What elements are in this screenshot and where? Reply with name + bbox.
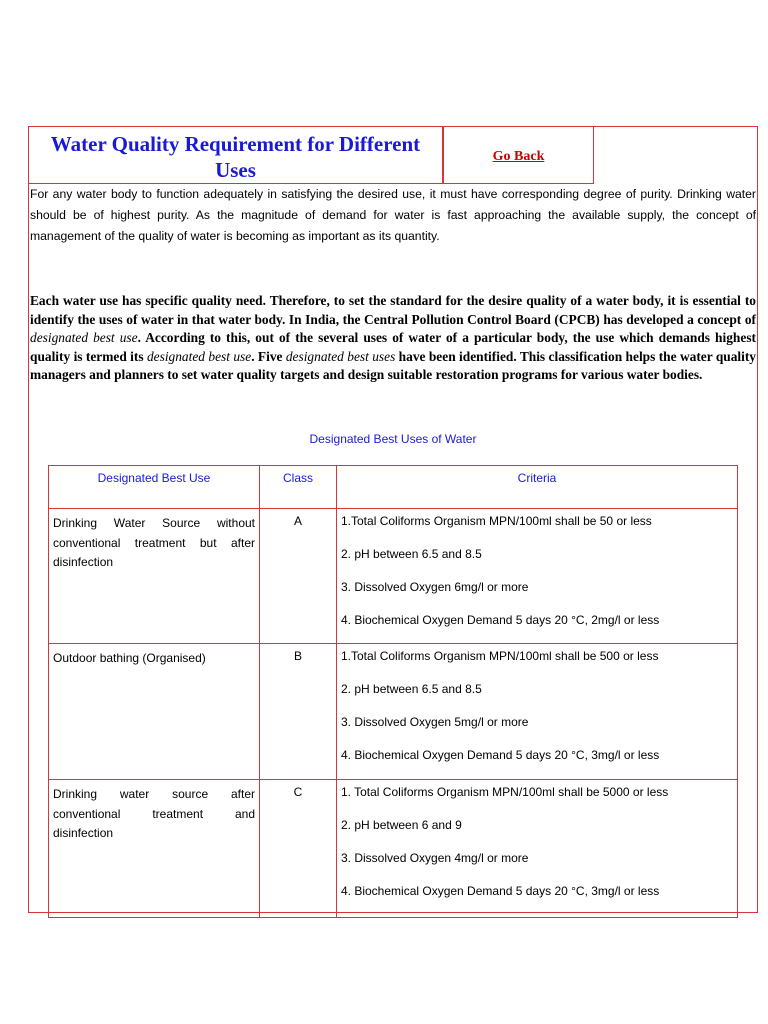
criteria-item: 1.Total Coliforms Organism MPN/100ml shall be 500 or less (341, 649, 659, 663)
cpcb-paragraph-text-4: have been identified. This classification helps the water quality managers and planners to set water quality targets and design suitable restoration programs for various water bodies. (30, 348, 756, 383)
go-back-link[interactable]: Go Back (492, 149, 545, 164)
table-row (49, 509, 738, 644)
table-row (49, 644, 738, 780)
cpcb-paragraph-text-3: . Five (251, 348, 286, 364)
cpcb-paragraph-text-2: . According to this, out of the several uses of water of a particular body, the use which demands highest quality is termed its (30, 330, 756, 364)
class-cell: C (260, 780, 337, 918)
criteria-item: 4. Biochemical Oxygen Demand 5 days 20 °C, 3mg/l or less (341, 748, 660, 762)
criteria-item: 4. Biochemical Oxygen Demand 5 days 20 °C, 2mg/l or less (341, 613, 660, 627)
cpcb-paragraph-emphasis-2: designated best use (146, 348, 252, 364)
class-cell: B (260, 644, 337, 780)
criteria-item: 3. Dissolved Oxygen 6mg/l or more (341, 580, 529, 594)
cpcb-paragraph-text-1: Each water use has specific quality need. Therefore, to set the standard for the desire quality of a water body, it is essential to identify the uses of water in that water body. In India, the Central Pollution Control Board (CPCB) has developed a concept of (30, 293, 756, 327)
table-header-row (49, 466, 738, 509)
table-title: Designated Best Uses of Water (309, 432, 477, 446)
cpcb-paragraph (30, 292, 756, 385)
criteria-cell (337, 780, 738, 918)
page-title: Water Quality Requirement for Different Uses (50, 132, 421, 182)
cpcb-paragraph-emphasis-3: designated best uses (285, 348, 396, 364)
use-cell: Drinking water source after conventional treatment and disinfection (49, 780, 260, 918)
class-cell: A (260, 509, 337, 644)
criteria-item: 3. Dissolved Oxygen 5mg/l or more (341, 715, 529, 729)
header-criteria: Criteria (337, 466, 738, 509)
use-cell: Outdoor bathing (Organised) (49, 644, 260, 780)
header-class: Class (260, 466, 337, 509)
criteria-item: 2. pH between 6.5 and 8.5 (341, 547, 482, 561)
criteria-item: 2. pH between 6 and 9 (341, 818, 462, 832)
use-cell: Drinking Water Source without conventional treatment but after disinfection (49, 509, 260, 644)
criteria-item: 2. pH between 6.5 and 8.5 (341, 682, 482, 696)
criteria-item: 4. Biochemical Oxygen Demand 5 days 20 °C, 3mg/l or less (341, 884, 660, 898)
page-title-cell (28, 126, 443, 184)
designated-uses-table (48, 465, 738, 918)
criteria-item: 3. Dissolved Oxygen 4mg/l or more (341, 851, 529, 865)
table-row (49, 780, 738, 918)
criteria-item: 1.Total Coliforms Organism MPN/100ml shall be 50 or less (341, 514, 652, 528)
intro-paragraph: For any water body to function adequately in satisfying the desired use, it must have corresponding degree of purity. Drinking water should be of highest purity. As the magnitude of demand for water is fast approaching the available supply, the concept of management of the quality of water is becoming as important as its quantity. (30, 187, 756, 243)
criteria-item: 1. Total Coliforms Organism MPN/100ml shall be 5000 or less (341, 785, 669, 799)
cpcb-paragraph-emphasis-1: designated best use (30, 330, 138, 346)
header-designated-best-use: Designated Best Use (49, 466, 260, 509)
criteria-cell (337, 644, 738, 780)
go-back-cell (443, 126, 594, 184)
criteria-cell (337, 509, 738, 644)
